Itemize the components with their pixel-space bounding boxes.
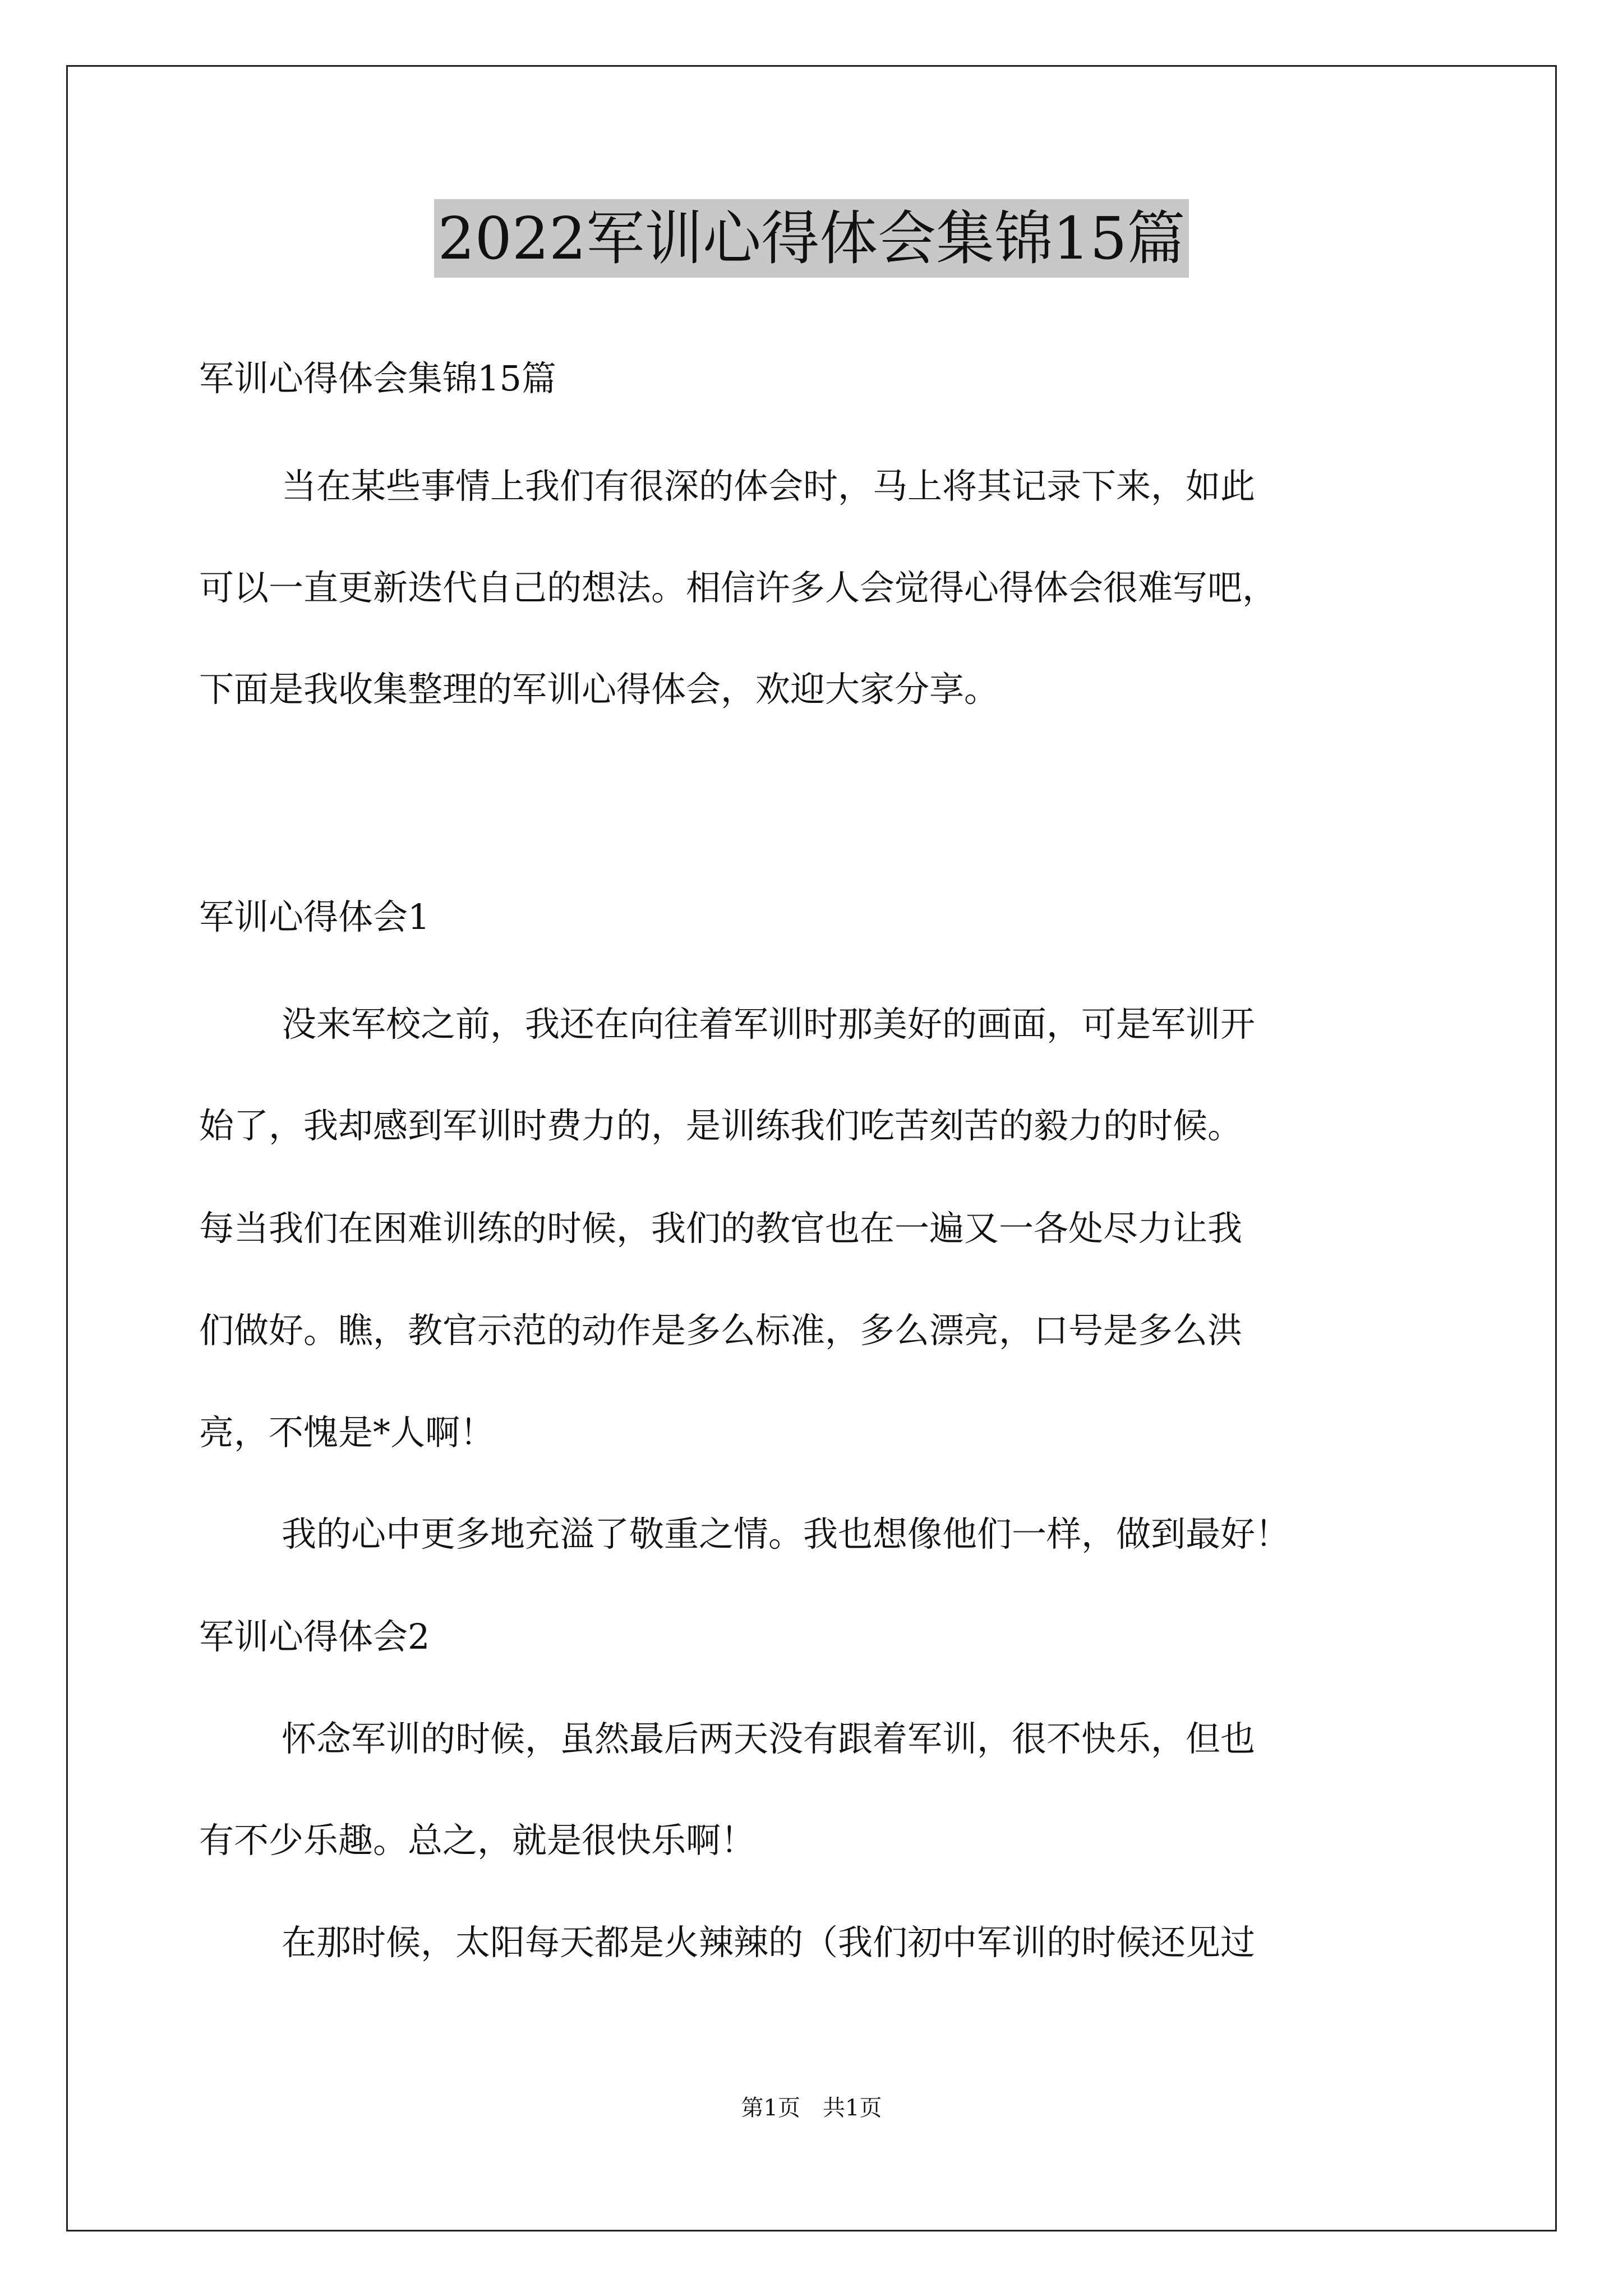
document-title: 2022军训心得体会集锦15篇 <box>434 199 1188 278</box>
paragraph-line: 每当我们在困难训练的时候，我们的教官也在一遍又一各处尽力让我 <box>199 1208 1243 1249</box>
page-footer: 第1页 共1页 <box>741 2095 882 2121</box>
paragraph-line: 我的心中更多地充溢了敬重之情。我也想像他们一样，做到最好！ <box>282 1513 1290 1554</box>
paragraph-line: 亮，不愧是*人啊！ <box>199 1412 495 1453</box>
paragraph-line: 始了，我却感到军训时费力的，是训练我们吃苦刻苦的毅力的时候。 <box>199 1105 1243 1146</box>
paragraph-line: 在那时候，太阳每天都是火辣辣的（我们初中军训的时候还见过 <box>282 1922 1256 1963</box>
section-heading-1: 军训心得体会1 <box>199 896 430 937</box>
paragraph-line: 当在某些事情上我们有很深的体会时，马上将其记录下来，如此 <box>282 466 1256 507</box>
document-subtitle: 军训心得体会集锦15篇 <box>199 358 556 399</box>
paragraph-line: 可以一直更新迭代自己的想法。相信许多人会觉得心得体会很难写吧， <box>199 567 1278 608</box>
paragraph-line: 有不少乐趣。总之，就是很快乐啊！ <box>199 1820 756 1861</box>
section-heading-2: 军训心得体会2 <box>199 1616 430 1657</box>
paragraph-line: 怀念军训的时候，虽然最后两天没有跟着军训，很不快乐，但也 <box>282 1718 1256 1759</box>
paragraph-line: 没来军校之前，我还在向往着军训时那美好的画面，可是军训开 <box>282 1004 1256 1045</box>
paragraph-line: 们做好。瞧，教官示范的动作是多么标准，多么漂亮，口号是多么洪 <box>199 1310 1243 1351</box>
title-container <box>0 199 1623 278</box>
paragraph-line: 下面是我收集整理的军训心得体会，欢迎大家分享。 <box>199 669 999 710</box>
